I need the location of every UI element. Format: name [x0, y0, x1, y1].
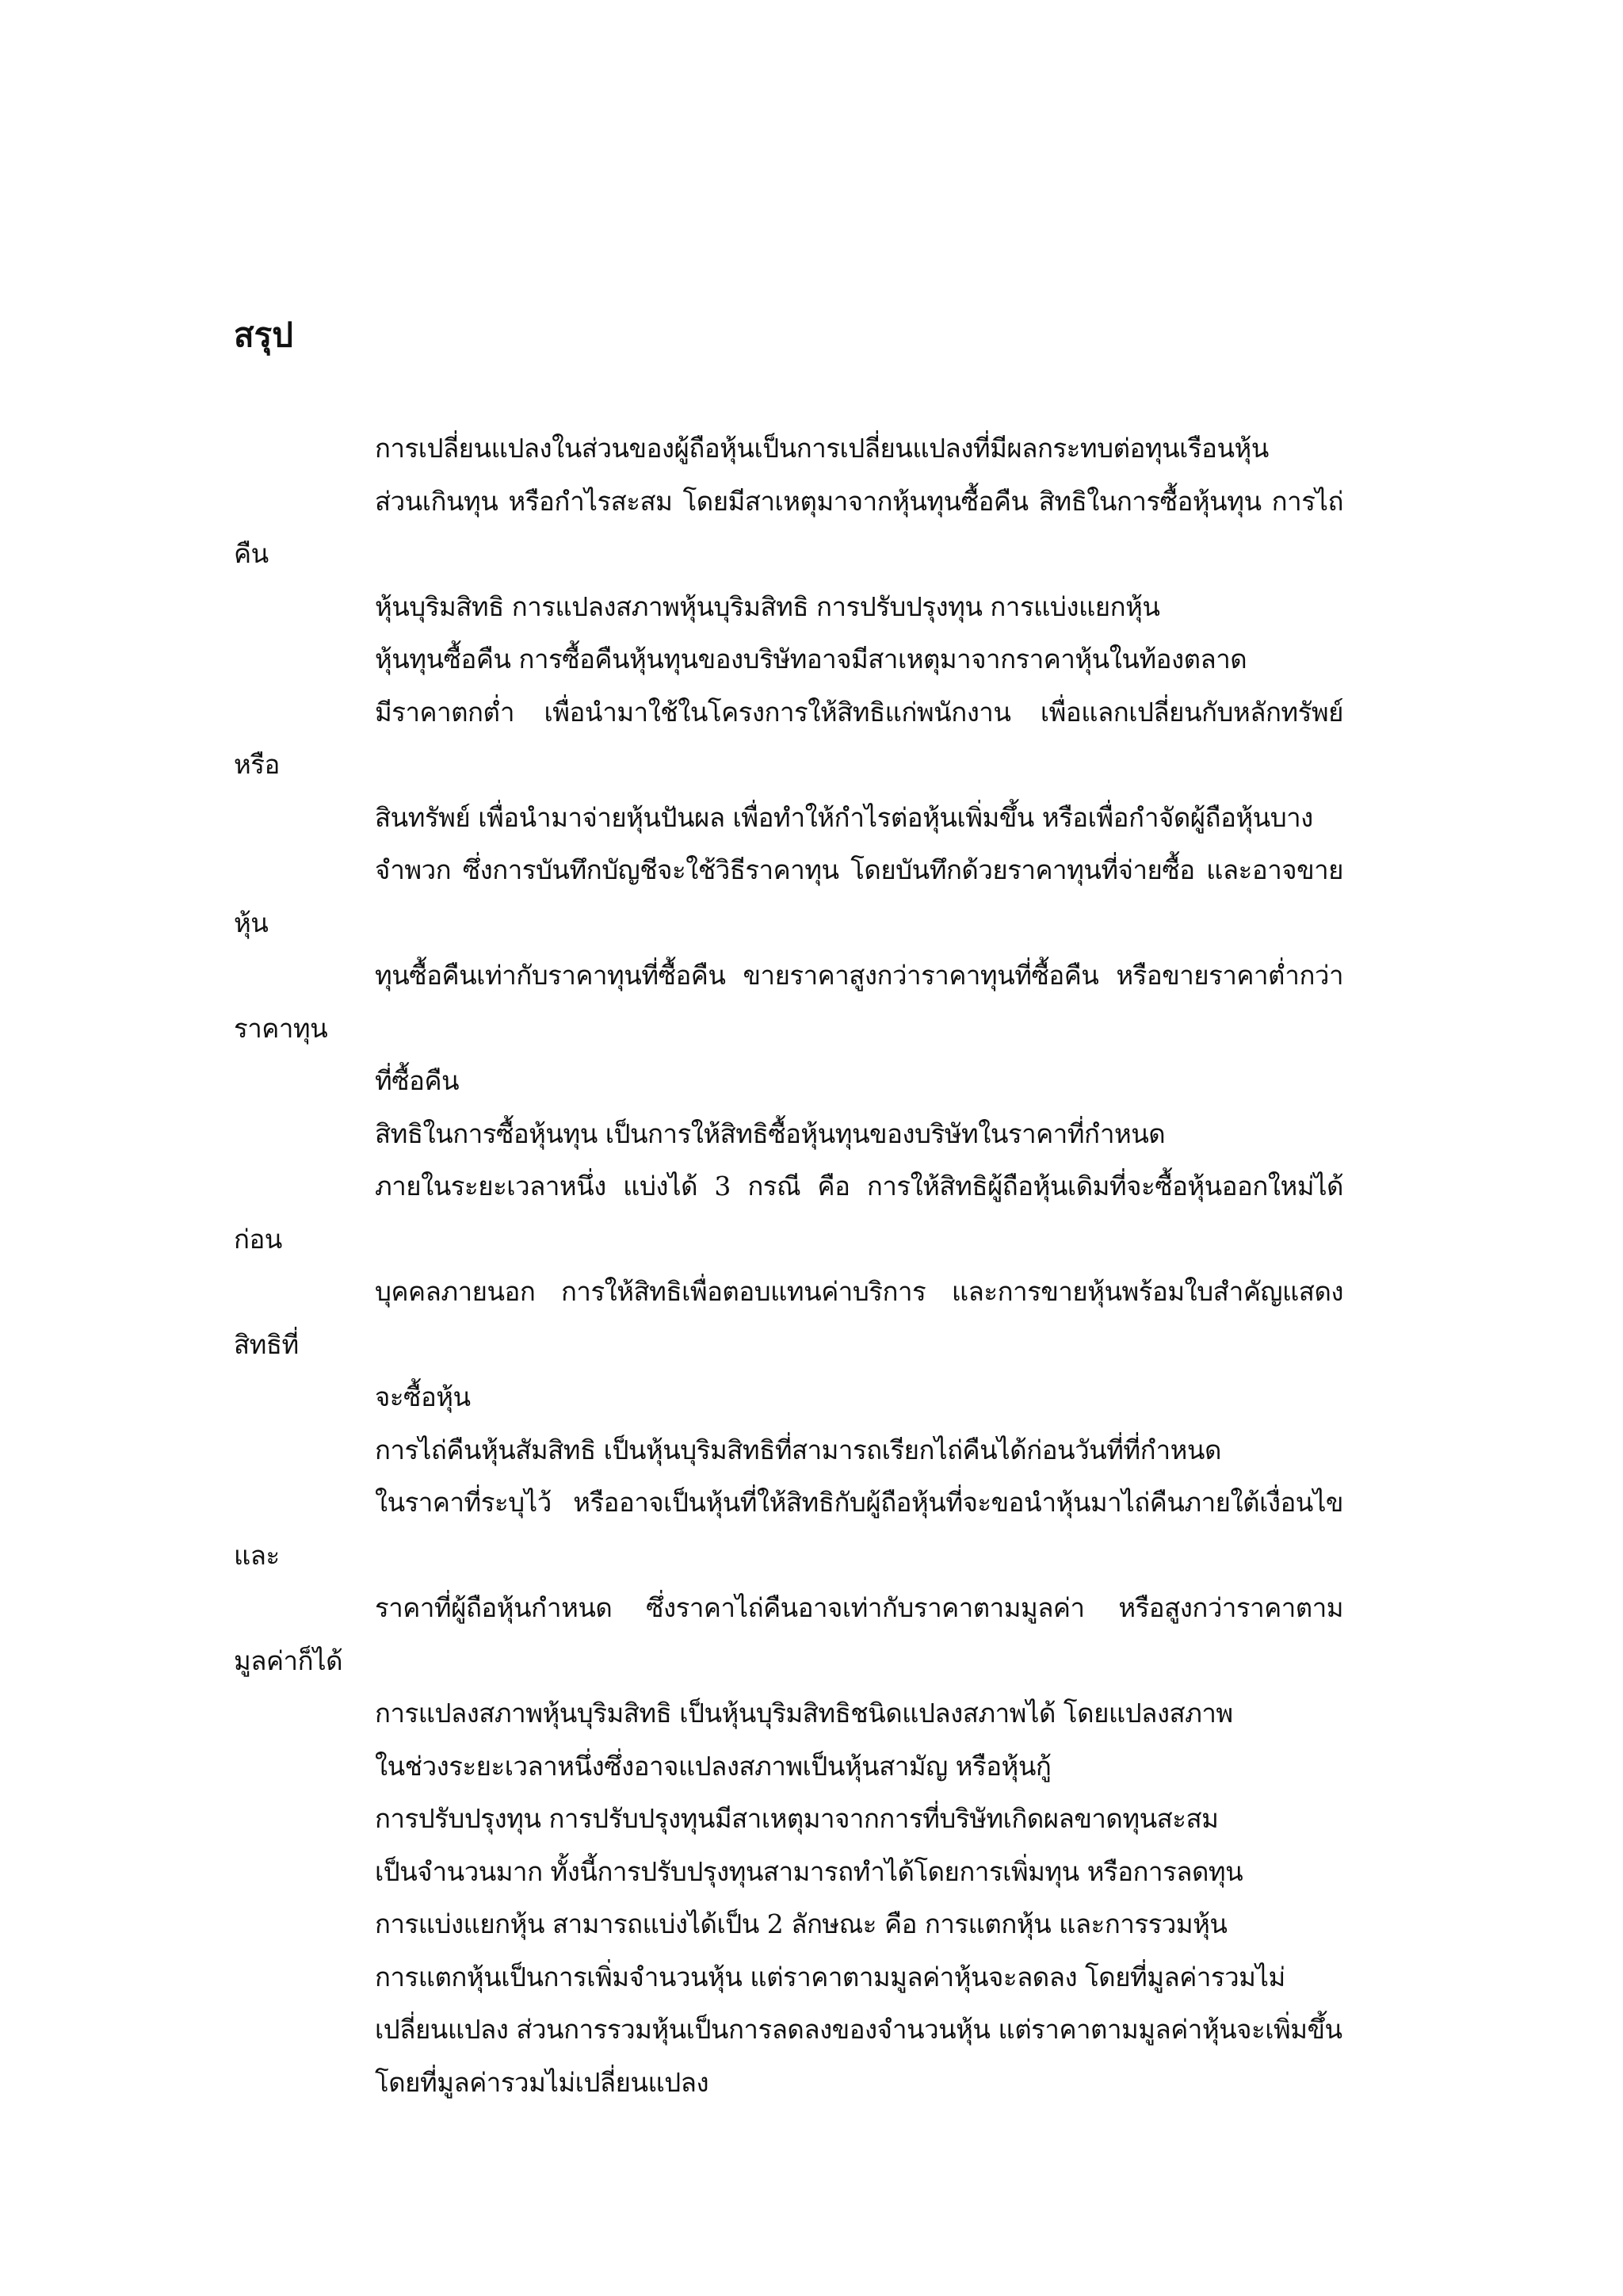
text-line: ราคาที่ผู้ถือหุ้นกำหนด ซึ่งราคาไถ่คืนอาจเท่ากับราคาตามมูลค่า หรือสูงกว่าราคาตามมูลค่าก็ได้	[234, 1592, 1343, 1676]
text-line: การแบ่งแยกหุ้น สามารถแบ่งได้เป็น 2 ลักษณะ คือ การแตกหุ้น และการรวมหุ้น	[375, 1908, 1228, 1939]
text-line: บุคคลภายนอก การให้สิทธิเพื่อตอบแทนค่าบริการ และการขายหุ้นพร้อมใบสำคัญแสดงสิทธิที่	[234, 1276, 1343, 1360]
text-line: จำพวก ซึ่งการบันทึกบัญชีจะใช้วิธีราคาทุน โดยบันทึกด้วยราคาทุนที่จ่ายซื้อ และอาจขายหุ้น	[234, 854, 1343, 938]
text-line: จะซื้อหุ้น	[375, 1381, 471, 1412]
summary-body	[234, 422, 1343, 2109]
paragraph-redemption	[234, 1424, 1343, 1688]
text-line: ภายในระยะเวลาหนึ่ง แบ่งได้ 3 กรณี คือ การให้สิทธิผู้ถือหุ้นเดิมที่จะซื้อหุ้นออกใหม่ได้ก่อน	[234, 1171, 1343, 1255]
text-line: เป็นจำนวนมาก ทั้งนี้การปรับปรุงทุนสามารถทำได้โดยการเพิ่มทุน หรือการลดทุน	[375, 1855, 1243, 1887]
text-line: ส่วนเกินทุน หรือกำไรสะสม โดยมีสาเหตุมาจากหุ้นทุนซื้อคืน สิทธิในการซื้อหุ้นทุน การไถ่คืน	[234, 485, 1343, 569]
text-line: การเปลี่ยนแปลงในส่วนของผู้ถือหุ้นเป็นการเปลี่ยนแปลงที่มีผลกระทบต่อทุนเรือนหุ้น	[375, 433, 1269, 464]
text-line: ทุนซื้อคืนเท่ากับราคาทุนที่ซื้อคืน ขายราคาสูงกว่าราคาทุนที่ซื้อคืน หรือขายราคาต่ำกว่าราคาทุน	[234, 960, 1343, 1044]
text-line: การแปลงสภาพหุ้นบุริมสิทธิ เป็นหุ้นบุริมสิทธิชนิดแปลงสภาพได้ โดยแปลงสภาพ	[375, 1698, 1233, 1729]
text-line: สินทรัพย์ เพื่อนำมาจ่ายหุ้นปันผล เพื่อทำให้กำไรต่อหุ้นเพิ่มขึ้น หรือเพื่อกำจัดผู้ถือหุ้นบาง	[375, 801, 1313, 833]
text-line: การแตกหุ้นเป็นการเพิ่มจำนวนหุ้น แต่ราคาตามมูลค่าหุ้นจะลดลง โดยที่มูลค่ารวมไม่	[375, 1961, 1285, 1992]
text-line: ที่ซื้อคืน	[375, 1065, 460, 1096]
page-title: สรุป	[234, 315, 293, 354]
paragraph-treasury-stock	[234, 633, 1343, 1108]
paragraph-conversion	[234, 1687, 1343, 1793]
text-line: สิทธิในการซื้อหุ้นทุน เป็นการให้สิทธิซื้อหุ้นทุนของบริษัทในราคาที่กำหนด	[375, 1117, 1166, 1149]
paragraph-capital-adjustment	[234, 1793, 1343, 1898]
text-line: การไถ่คืนหุ้นสัมสิทธิ เป็นหุ้นบุริมสิทธิที่สามารถเรียกไถ่คืนได้ก่อนวันที่ที่กำหนด	[375, 1434, 1221, 1465]
paragraph-intro	[234, 422, 1343, 633]
text-line: โดยที่มูลค่ารวมไม่เปลี่ยนแปลง	[375, 2066, 709, 2098]
text-line: หุ้นทุนซื้อคืน การซื้อคืนหุ้นทุนของบริษัทอาจมีสาเหตุมาจากราคาหุ้นในท้องตลาด	[375, 644, 1247, 674]
text-line: การปรับปรุงทุน การปรับปรุงทุนมีสาเหตุมาจากการที่บริษัทเกิดผลขาดทุนสะสม	[375, 1803, 1219, 1834]
text-line: เปลี่ยนแปลง ส่วนการรวมหุ้นเป็นการลดลงของจำนวนหุ้น แต่ราคาตามมูลค่าหุ้นจะเพิ่มขึ้น	[375, 2014, 1342, 2045]
text-line: มีราคาตกต่ำ เพื่อนำมาใช้ในโครงการให้สิทธิแก่พนักงาน เพื่อแลกเปลี่ยนกับหลักทรัพย์หรือ	[234, 696, 1343, 780]
text-line: หุ้นบุริมสิทธิ การแปลงสภาพหุ้นบุริมสิทธิ การปรับปรุงทุน การแบ่งแยกหุ้น	[375, 590, 1160, 622]
paragraph-stock-split	[234, 1898, 1343, 2109]
paragraph-stock-rights	[234, 1108, 1343, 1424]
text-line: ในช่วงระยะเวลาหนึ่งซึ่งอาจแปลงสภาพเป็นหุ้นสามัญ หรือหุ้นกู้	[375, 1750, 1052, 1782]
text-line: ในราคาที่ระบุไว้ หรืออาจเป็นหุ้นที่ให้สิทธิกับผู้ถือหุ้นที่จะขอนำหุ้นมาไถ่คืนภายใต้เงื่อนไขและ	[234, 1487, 1343, 1571]
